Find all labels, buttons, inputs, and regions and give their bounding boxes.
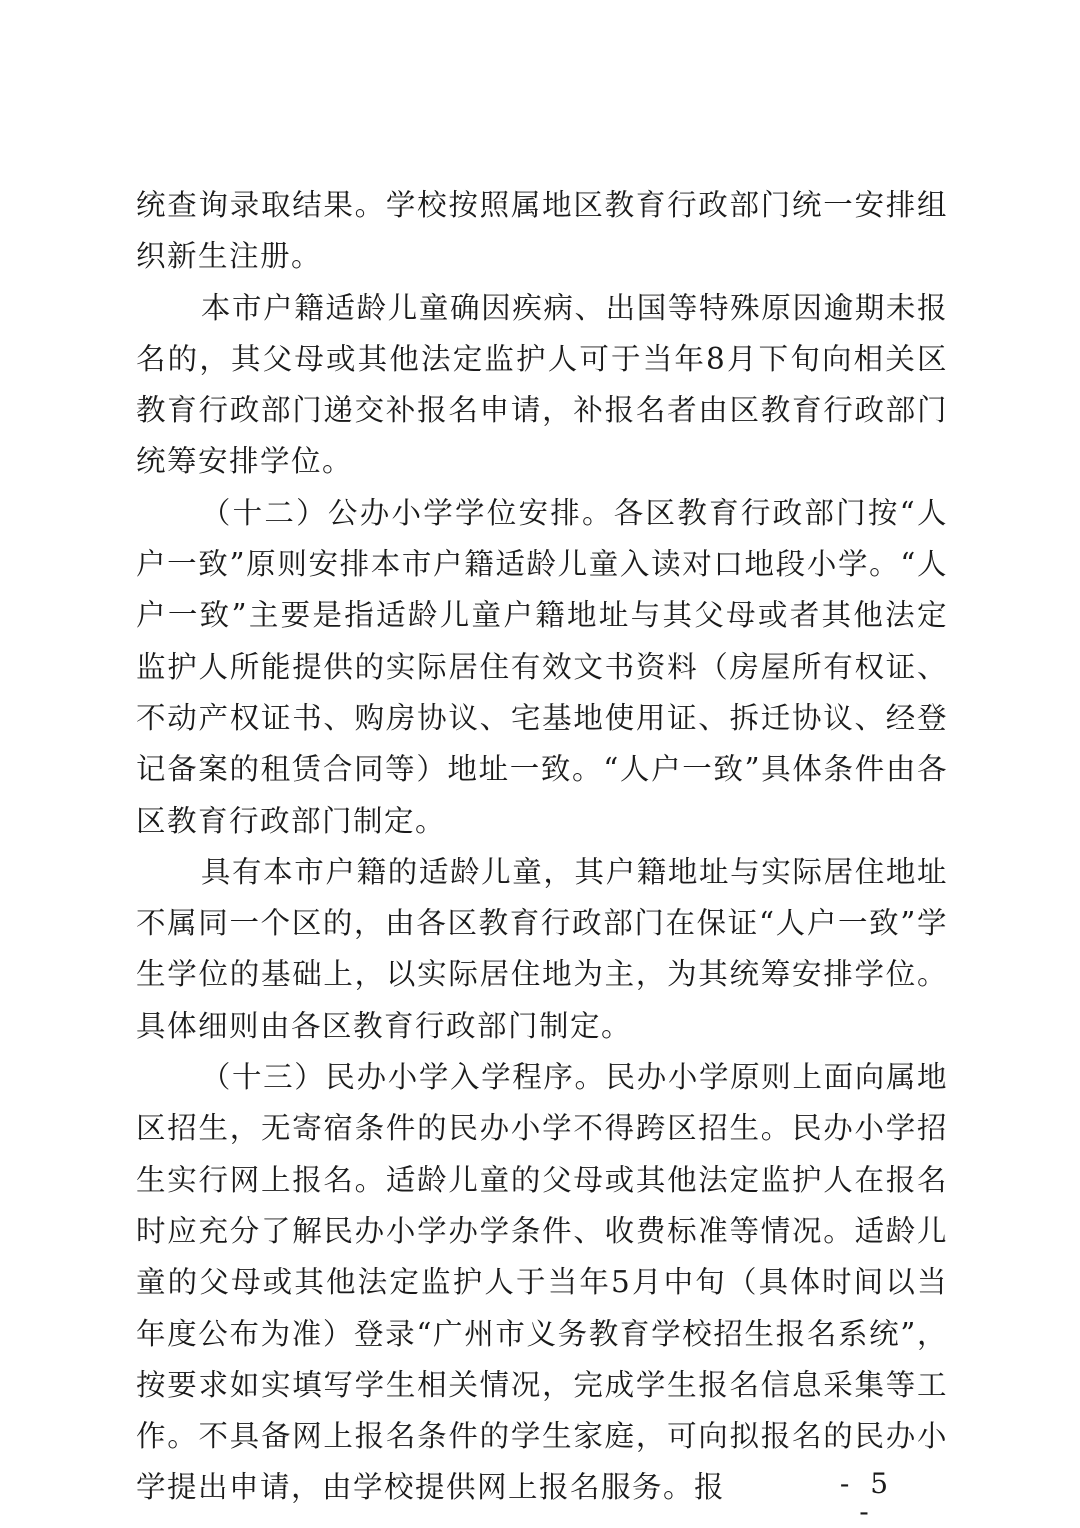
paragraph-late-registration: 本市户籍适龄儿童确因疾病、出国等特殊原因逾期未报名的，其父母或其他法定监护人可于当年8月下旬向相关区教育行政部门递交补报名申请，补报名者由区教育行政部门统筹安排学位。 — [136, 290, 948, 479]
paragraph-section-13: （十三）民办小学入学程序。民办小学原则上面向属地区招生，无寄宿条件的民办小学不得跨区招生。民办小学招生实行网上报名。适龄儿童的父母或其他法定监护人在报名时应充分了解民办小学办学条件、收费标准等情况。适龄儿童的父母或其他法定监护人于当年5月中旬（具体时间以当年度公布为准）登录“广州市义务教育学校招生报名系统”，按要求如实填写学生相关情况，完成学生报名信息采集等工作。不具备网上报名条件的学生家庭，可向拟报名的民办小学提出申请，由学校提供网上报名服务。报 — [136, 1060, 948, 1505]
document-body — [136, 180, 948, 1514]
paragraph-cross-district: 具有本市户籍的适龄儿童，其户籍地址与实际居住地址不属同一个区的，由各区教育行政部门在保证“人户一致”学生学位的基础上，以实际居住地为主，为其统筹安排学位。具体细则由各区教育行政部门制定。 — [136, 854, 948, 1043]
page-number: - 5 - — [839, 1467, 895, 1528]
paragraph-section-12: （十二）公办小学学位安排。各区教育行政部门按“人户一致”原则安排本市户籍适龄儿童入读对口地段小学。“人户一致”主要是指适龄儿童户籍地址与其父母或者其他法定监护人所能提供的实际居住有效文书资料（房屋所有权证、不动产权证书、购房协议、宅基地使用证、拆迁协议、经登记备案的租赁合同等）地址一致。“人户一致”具体条件由各区教育行政部门制定。 — [136, 495, 948, 838]
paragraph-continuation: 统查询录取结果。学校按照属地区教育行政部门统一安排组织新生注册。 — [136, 188, 948, 274]
